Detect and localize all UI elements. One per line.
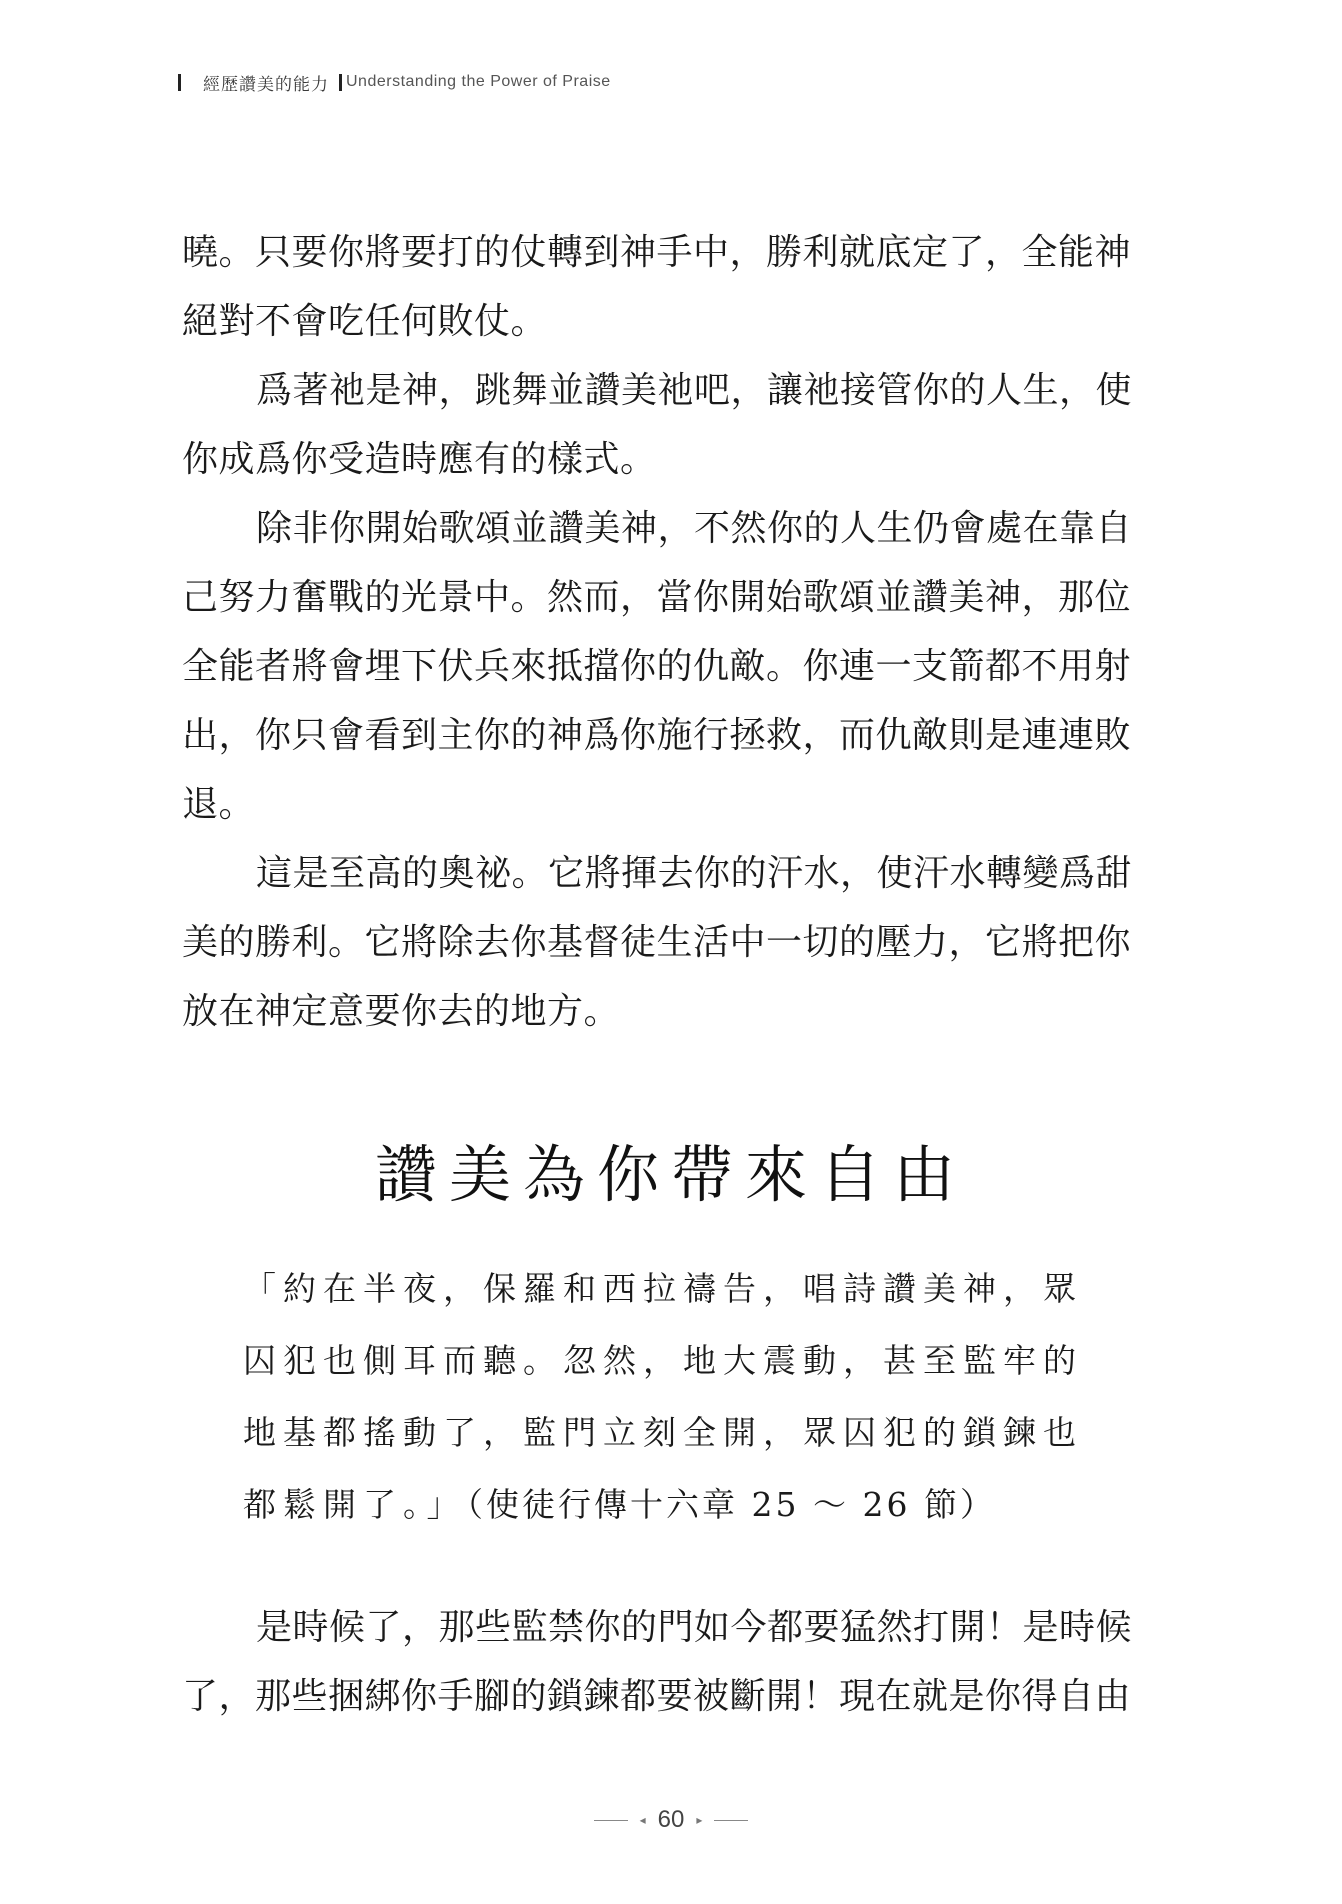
paragraph: 曉。只要你將要打的仗轉到神手中，勝利就底定了，全能神絕對不會吃任何敗仗。 — [182, 232, 1132, 342]
running-head — [178, 70, 611, 94]
paragraph: 這是至高的奧祕。它將揮去你的汗水，使汗水轉變爲甜美的勝利。它將除去你基督徒生活中一切的壓力，它將把你放在神定意要你去的地方。 — [182, 853, 1133, 1032]
body-text — [182, 218, 1152, 1046]
paragraph: 是時候了，那些監禁你的門如今都要猛然打開！是時候了，那些捆綁你手腳的鎖鍊都要被斷開！現在就是你得自由 — [182, 1607, 1133, 1717]
section-heading: 讚美為你帶來自由 — [374, 1138, 967, 1211]
scripture-quote — [243, 1253, 1103, 1541]
scripture-text: 「約在半夜，保羅和西拉禱告，唱詩讚美神，眾囚犯也側耳而聽。忽然，地大震動，甚至監牢的地基都搖動了，監門立刻全開，眾囚犯的鎖鍊也都鬆開了。」 — [243, 1269, 1083, 1524]
paragraph: 爲著祂是神，跳舞並讚美祂吧，讓祂接管你的人生，使你成爲你受造時應有的樣式。 — [182, 370, 1133, 480]
book-title-english: Understanding the Power of Praise — [346, 73, 611, 90]
header-divider-bar — [339, 74, 342, 91]
header-divider-bar — [178, 74, 181, 91]
right-arrow-icon: ▸ — [696, 1813, 703, 1827]
scripture-reference: （使徒行傳十六章 25 ～ 26 節） — [466, 1485, 996, 1524]
paragraph: 除非你開始歌頌並讚美神，不然你的人生仍會處在靠自己努力奮戰的光景中。然而，當你開始歌頌並讚美神，那位全能者將會埋下伏兵來抵擋你的仇敵。你連一支箭都不用射出，你只會看到主你的神爲你施行拯救，而仇敵則是連連敗退。 — [182, 508, 1133, 825]
footer-rule-right — [714, 1820, 748, 1821]
left-arrow-icon: ◂ — [639, 1813, 646, 1827]
book-title-chinese: 經歷讚美的能力 — [203, 74, 329, 95]
footer-rule-left — [594, 1820, 628, 1821]
page-footer — [0, 1806, 1342, 1834]
body-text-continued — [182, 1593, 1152, 1731]
page-number: 60 — [657, 1806, 685, 1833]
